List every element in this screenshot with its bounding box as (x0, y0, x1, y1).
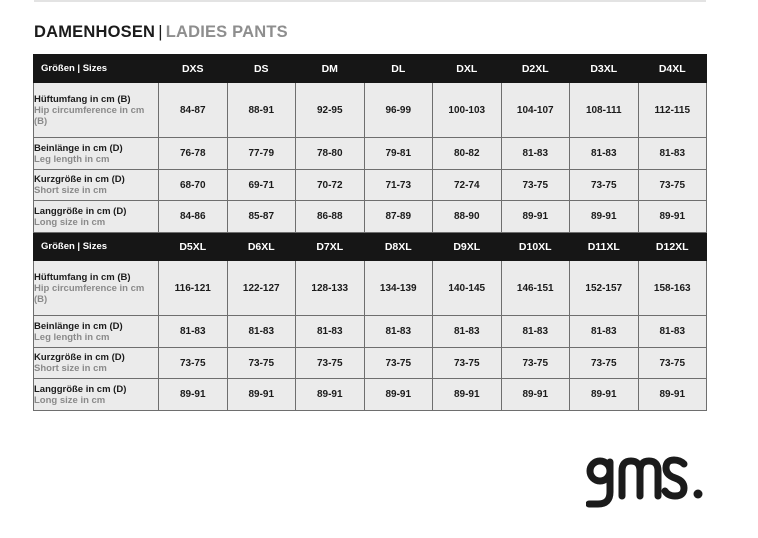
measurement-row-long (34, 201, 707, 233)
row-label-german: Beinlänge in cm (D) (34, 142, 123, 154)
row-label-english: Hip circumference in cm (B) (34, 282, 145, 305)
value-cell: 72-74 (433, 170, 502, 201)
value-cell: 80-82 (433, 138, 502, 170)
value-cell: 73-75 (501, 348, 570, 379)
measurement-row-hip (34, 83, 707, 138)
size-header: D4XL (638, 55, 707, 83)
measurement-row-leg (34, 316, 707, 348)
value-cell: 89-91 (296, 379, 365, 411)
value-cell: 81-83 (364, 316, 433, 348)
value-cell: 78-80 (296, 138, 365, 170)
value-cell: 85-87 (227, 201, 296, 233)
size-header: D11XL (570, 233, 639, 261)
value-cell: 152-157 (570, 261, 639, 316)
top-divider (34, 0, 706, 2)
title-german: DAMENHOSEN (34, 23, 156, 41)
sizes-header-label: Größen | Sizes (34, 233, 159, 261)
value-cell: 81-83 (227, 316, 296, 348)
size-header: D7XL (296, 233, 365, 261)
row-label-german: Hüftumfang in cm (B) (34, 93, 131, 105)
value-cell: 76-78 (159, 138, 228, 170)
size-header-row (34, 233, 707, 261)
value-cell: 89-91 (501, 201, 570, 233)
size-header: D8XL (364, 233, 433, 261)
value-cell: 89-91 (159, 379, 228, 411)
value-cell: 81-83 (433, 316, 502, 348)
size-table-body (34, 55, 707, 411)
value-cell: 146-151 (501, 261, 570, 316)
value-cell: 81-83 (296, 316, 365, 348)
value-cell: 81-83 (501, 138, 570, 170)
value-cell: 89-91 (501, 379, 570, 411)
value-cell: 73-75 (227, 348, 296, 379)
value-cell: 81-83 (638, 138, 707, 170)
row-label-german: Hüftumfang in cm (B) (34, 271, 131, 283)
value-cell: 68-70 (159, 170, 228, 201)
size-header: DXL (433, 55, 502, 83)
value-cell: 81-83 (501, 316, 570, 348)
size-header: D5XL (159, 233, 228, 261)
measurement-row-long (34, 379, 707, 411)
value-cell: 77-79 (227, 138, 296, 170)
size-header: DL (364, 55, 433, 83)
row-label-hip (34, 83, 159, 138)
value-cell: 73-75 (501, 170, 570, 201)
value-cell: 73-75 (638, 348, 707, 379)
value-cell: 89-91 (433, 379, 502, 411)
value-cell: 81-83 (638, 316, 707, 348)
gms-logo (586, 452, 708, 510)
value-cell: 70-72 (296, 170, 365, 201)
row-label-english: Short size in cm (34, 363, 107, 374)
size-header: DS (227, 55, 296, 83)
value-cell: 89-91 (570, 379, 639, 411)
row-label-german: Kurzgröße in cm (D) (34, 174, 125, 185)
value-cell: 81-83 (570, 138, 639, 170)
row-label-german: Langgröße in cm (D) (34, 205, 127, 217)
value-cell: 89-91 (227, 379, 296, 411)
row-label-english: Short size in cm (34, 185, 107, 196)
measurement-row-hip (34, 261, 707, 316)
size-header-row (34, 55, 707, 83)
value-cell: 73-75 (570, 170, 639, 201)
value-cell: 92-95 (296, 83, 365, 138)
row-label-english: Long size in cm (34, 216, 106, 228)
value-cell: 73-75 (433, 348, 502, 379)
size-header: D12XL (638, 233, 707, 261)
measurement-row-leg (34, 138, 707, 170)
row-label-english: Leg length in cm (34, 331, 110, 343)
measurement-row-short (34, 170, 707, 201)
row-label-german: Beinlänge in cm (D) (34, 320, 123, 332)
value-cell: 69-71 (227, 170, 296, 201)
value-cell: 81-83 (570, 316, 639, 348)
value-cell: 112-115 (638, 83, 707, 138)
value-cell: 73-75 (296, 348, 365, 379)
value-cell: 89-91 (638, 201, 707, 233)
value-cell: 96-99 (364, 83, 433, 138)
size-header: D2XL (501, 55, 570, 83)
value-cell: 87-89 (364, 201, 433, 233)
row-label-long (34, 379, 159, 411)
row-label-short (34, 348, 159, 379)
value-cell: 84-86 (159, 201, 228, 233)
size-header: D10XL (501, 233, 570, 261)
value-cell: 140-145 (433, 261, 502, 316)
row-label-german: Langgröße in cm (D) (34, 383, 127, 395)
size-header: D6XL (227, 233, 296, 261)
value-cell: 108-111 (570, 83, 639, 138)
value-cell: 88-90 (433, 201, 502, 233)
row-label-english: Hip circumference in cm (B) (34, 104, 145, 127)
title-english: LADIES PANTS (165, 23, 288, 41)
value-cell: 89-91 (570, 201, 639, 233)
sizes-header-label: Größen | Sizes (34, 55, 159, 83)
row-label-leg (34, 138, 159, 170)
row-label-english: Long size in cm (34, 394, 106, 406)
title-separator: | (158, 23, 163, 41)
row-label-long (34, 201, 159, 233)
value-cell: 73-75 (570, 348, 639, 379)
value-cell: 104-107 (501, 83, 570, 138)
value-cell: 128-133 (296, 261, 365, 316)
row-label-short (34, 170, 159, 201)
row-label-english: Leg length in cm (34, 153, 110, 165)
size-header: DM (296, 55, 365, 83)
value-cell: 116-121 (159, 261, 228, 316)
value-cell: 89-91 (638, 379, 707, 411)
size-header: D9XL (433, 233, 502, 261)
row-label-leg (34, 316, 159, 348)
value-cell: 89-91 (364, 379, 433, 411)
size-header: DXS (159, 55, 228, 83)
value-cell: 79-81 (364, 138, 433, 170)
value-cell: 73-75 (364, 348, 433, 379)
page-title (34, 23, 288, 42)
value-cell: 73-75 (159, 348, 228, 379)
value-cell: 71-73 (364, 170, 433, 201)
size-table (33, 54, 707, 411)
value-cell: 158-163 (638, 261, 707, 316)
value-cell: 81-83 (159, 316, 228, 348)
measurement-row-short (34, 348, 707, 379)
value-cell: 100-103 (433, 83, 502, 138)
value-cell: 73-75 (638, 170, 707, 201)
value-cell: 84-87 (159, 83, 228, 138)
value-cell: 122-127 (227, 261, 296, 316)
value-cell: 86-88 (296, 201, 365, 233)
row-label-hip (34, 261, 159, 316)
value-cell: 88-91 (227, 83, 296, 138)
row-label-german: Kurzgröße in cm (D) (34, 352, 125, 363)
value-cell: 134-139 (364, 261, 433, 316)
size-header: D3XL (570, 55, 639, 83)
